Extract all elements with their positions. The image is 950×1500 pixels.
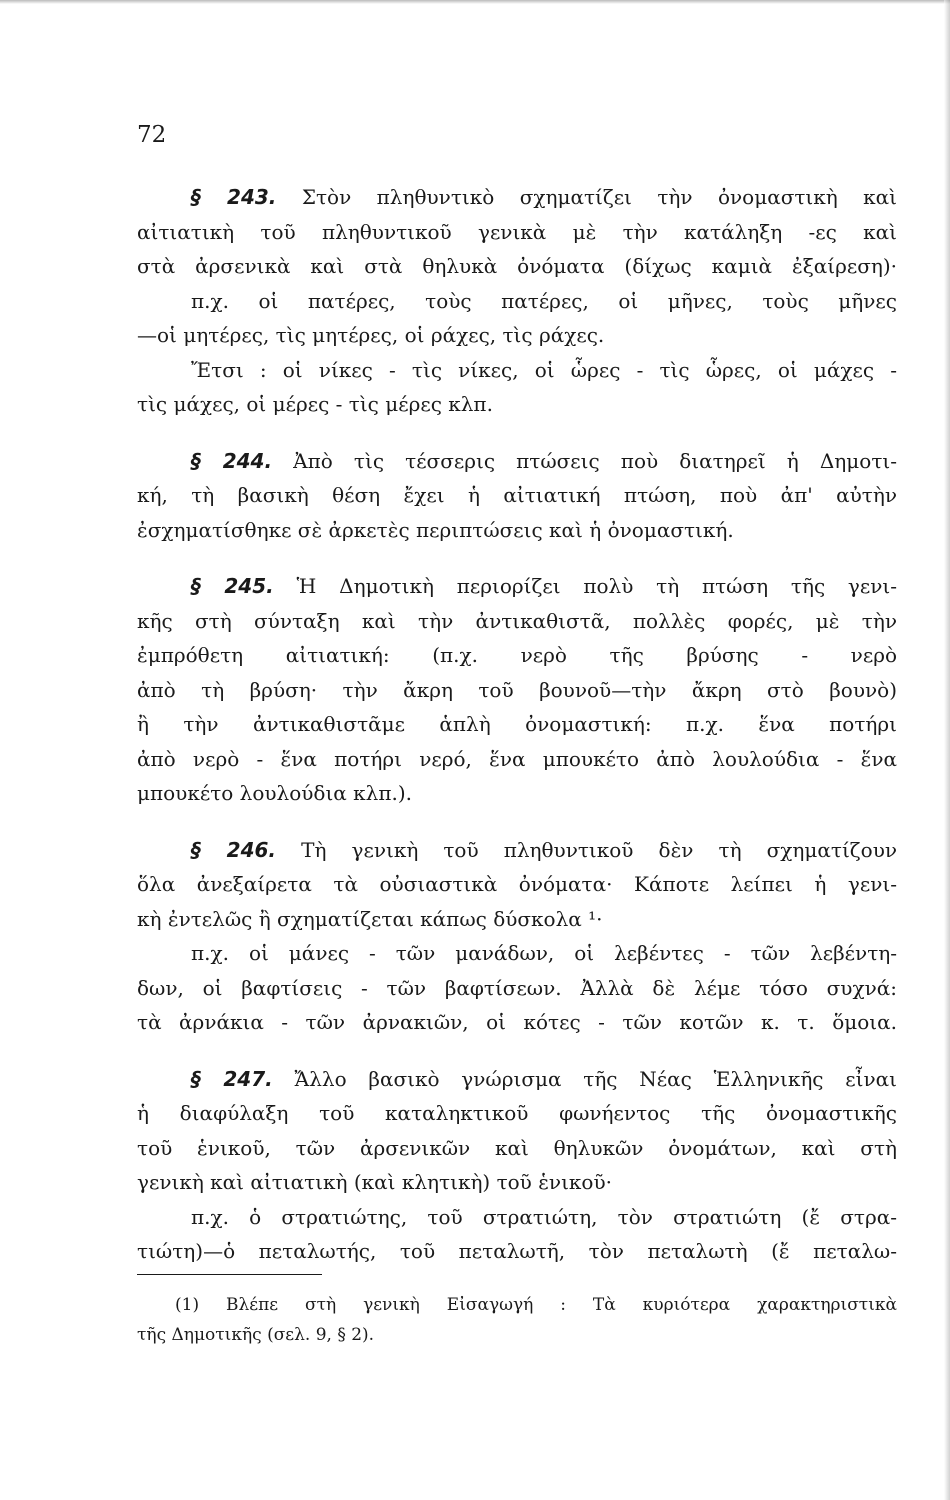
text-line: ἐσχηματίσθηκε σὲ ἀρκετὲς περιπτώσεις καὶ ἡ ὀνομαστική.	[137, 517, 734, 542]
text-line: § 243. Στὸν πληθυντικὸ σχηματίζει τὴν ὀνομαστικὴ καὶ	[191, 185, 898, 209]
text-line: γενικὴ καὶ αἰτιατικὴ (καὶ κλητικὴ) τοῦ ἑνικοῦ·	[137, 1170, 612, 1194]
text-line: ἀπὸ νερὸ - ἕνα ποτήρι νερό, ἕνα μπουκέτο ἀπὸ λουλούδια - ἕνα	[137, 746, 897, 771]
section-number: § 247.	[191, 1066, 273, 1091]
paragraph-247	[137, 1062, 897, 1269]
paragraph-245	[137, 569, 897, 811]
text-line: μπουκέτο λουλούδια κλπ.).	[137, 781, 412, 805]
text-line: τοῦ ἑνικοῦ, τῶν ἀρσενικῶν καὶ θηλυκῶν ὀνομάτων, καὶ στὴ	[137, 1135, 897, 1160]
text-line: ἡ διαφύλαξη τοῦ καταληκτικοῦ φωνήεντος τῆς ὀνομαστικῆς	[137, 1101, 897, 1125]
section-number: § 244.	[191, 448, 273, 473]
page-number: 72	[137, 122, 167, 148]
section-number: § 246.	[191, 837, 277, 862]
text-line: § 247. Ἄλλο βασικὸ γνώρισμα τῆς Νέας Ἑλληνικῆς εἶναι	[191, 1066, 897, 1091]
text-line: αἰτιατικὴ τοῦ πληθυντικοῦ γενικὰ μὲ τὴν κατάληξη -ες καὶ	[137, 219, 897, 244]
text-line: Ἔτσι : οἱ νίκες - τὶς νίκες, οἱ ὧρες - τὶς ὧρες, οἱ μάχες -	[191, 357, 897, 382]
text-line: —οἱ μητέρες, τὶς μητέρες, οἱ ράχες, τὶς ράχες.	[137, 323, 605, 347]
text-line: ἢ τὴν ἀντικαθιστᾶμε ἁπλὴ ὀνομαστική: π.χ. ἕνα ποτήρι	[137, 712, 897, 736]
text-line: στὰ ἀρσενικὰ καὶ στὰ θηλυκὰ ὀνόματα (δίχως καμιὰ ἐξαίρεση)·	[137, 254, 897, 278]
text-line: κῆς στὴ σύνταξη καὶ τὴν ἀντικαθιστᾶ, πολλὲς φορές, μὲ τὴν	[137, 608, 897, 633]
section-number: § 243.	[191, 185, 277, 209]
section-number: § 245.	[191, 574, 274, 598]
text-line: ὅλα ἀνεξαίρετα τὰ οὐσιαστικὰ ὀνόματα· Κάποτε λείπει ἡ γενι-	[137, 872, 897, 896]
paragraph-246	[137, 833, 897, 1040]
text-line: π.χ. οἱ μάνες - τῶν μανάδων, οἱ λεβέντες - τῶν λεβέντη-	[191, 941, 897, 965]
text-line: τὰ ἀρνάκια - τῶν ἀρνακιῶν, οἱ κότες - τῶν κοτῶν κ. τ. ὅμοια.	[137, 1010, 897, 1034]
footnote-line: τῆς Δημοτικῆς (σελ. 9, § 2).	[137, 1325, 375, 1345]
text-line: π.χ. ὁ στρατιώτης, τοῦ στρατιώτη, τὸν στρατιώτη (ἔ στρα-	[191, 1204, 897, 1229]
paragraph-243	[137, 180, 897, 422]
text-line: § 246. Τὴ γενικὴ τοῦ πληθυντικοῦ δὲν τὴ σχηματίζουν	[191, 837, 898, 862]
text-line: κή, τὴ βασικὴ θέση ἔχει ἡ αἰτιατική πτώση, ποὺ ἀπ' αὐτὴν	[137, 483, 897, 507]
main-text	[137, 180, 897, 1269]
text-line: τὶς μάχες, οἱ μέρες - τὶς μέρες κλπ.	[137, 392, 493, 416]
scan-edge-top	[0, 0, 950, 4]
text-line: δων, οἱ βαφτίσεις - τῶν βαφτίσεων. Ἀλλὰ δὲ λέμε τόσο συχνά:	[137, 975, 897, 1000]
footnote-line: (1) Βλέπε στὴ γενικὴ Εἰσαγωγή : Τὰ κυριότερα χαρακτηριστικὰ	[175, 1295, 897, 1315]
text-line: π.χ. οἱ πατέρες, τοὺς πατέρες, οἱ μῆνες, τοὺς μῆνες	[191, 288, 897, 313]
text-line: κὴ ἐντελῶς ἢ σχηματίζεται κάπως δύσκολα ¹·	[137, 906, 603, 931]
footnote-divider	[137, 1274, 322, 1275]
scan-edge-right	[944, 0, 950, 1500]
text-line: ἐμπρόθετη αἰτιατική: (π.χ. νερὸ τῆς βρύσης - νερὸ	[137, 643, 897, 667]
text-line: § 244. Ἀπὸ τὶς τέσσερις πτώσεις ποὺ διατηρεῖ ἡ Δημοτι-	[191, 448, 897, 473]
footnote	[137, 1290, 897, 1350]
text-line: τιώτη)—ὁ πεταλωτής, τοῦ πεταλωτῆ, τὸν πεταλωτὴ (ἔ πεταλω-	[137, 1239, 897, 1263]
paragraph-244	[137, 444, 897, 548]
text-line: § 245. Ἡ Δημοτικὴ περιορίζει πολὺ τὴ πτώση τῆς γενι-	[191, 574, 897, 598]
text-line: ἀπὸ τὴ βρύση· τὴν ἄκρη τοῦ βουνοῦ—τὴν ἄκρη στὸ βουνὸ)	[137, 677, 897, 702]
